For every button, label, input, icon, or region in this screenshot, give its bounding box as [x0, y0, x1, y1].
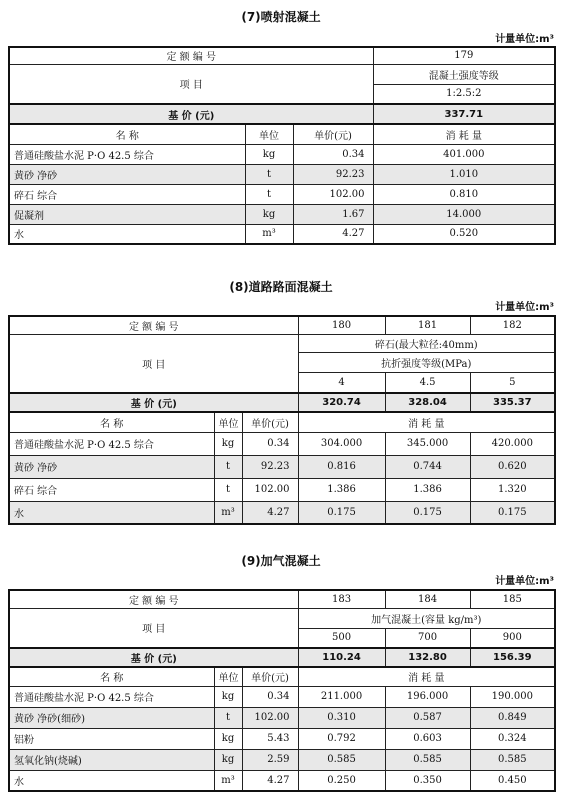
quota-code: 183: [298, 590, 385, 608]
material-consumption: 0.250: [298, 770, 385, 791]
table-row: [9, 204, 555, 224]
material-consumption: 0.175: [470, 501, 555, 524]
material-consumption: 0.603: [385, 728, 470, 749]
material-consumption: 0.520: [373, 224, 555, 244]
material-unit: kg: [245, 204, 293, 224]
material-unit: m³: [245, 224, 293, 244]
material-price: 0.34: [242, 432, 298, 455]
material-name: 促凝剂: [9, 204, 245, 224]
base-price: 335.37: [470, 393, 555, 412]
header-name: 名 称: [9, 667, 214, 686]
material-name: 氢氧化钠(烧碱): [9, 749, 214, 770]
material-consumption: 0.792: [298, 728, 385, 749]
material-consumption: 0.175: [298, 501, 385, 524]
material-unit: kg: [245, 144, 293, 164]
material-consumption: 0.744: [385, 455, 470, 478]
quota-code: 185: [470, 590, 555, 608]
spec-line-2: 抗折强度等级(MPa): [298, 352, 555, 372]
item-label: 项 目: [9, 334, 298, 393]
material-price: 2.59: [242, 749, 298, 770]
table-row: [9, 478, 555, 501]
quota-code: 182: [470, 316, 555, 334]
header-price: 单价(元): [242, 667, 298, 686]
material-consumption: 0.620: [470, 455, 555, 478]
spec-line-1: 加气混凝土(容量 kg/m³): [298, 608, 555, 628]
spec-line-1: 碎石(最大粒径:40mm): [298, 334, 555, 352]
material-price: 0.34: [293, 144, 373, 164]
material-consumption: 0.350: [385, 770, 470, 791]
quota-code: 181: [385, 316, 470, 334]
table-row: [9, 432, 555, 455]
base-price: 156.39: [470, 648, 555, 667]
grade: 700: [385, 628, 470, 648]
material-price: 0.34: [242, 686, 298, 707]
header-consumption: 消 耗 量: [373, 124, 555, 144]
material-name: 水: [9, 770, 214, 791]
header-unit: 单位: [245, 124, 293, 144]
material-unit: kg: [214, 686, 242, 707]
material-consumption: 0.585: [385, 749, 470, 770]
material-consumption: 1.010: [373, 164, 555, 184]
header-price: 单价(元): [293, 124, 373, 144]
material-consumption: 0.587: [385, 707, 470, 728]
material-price: 5.43: [242, 728, 298, 749]
quota-number-label: 定 额 编 号: [9, 47, 373, 64]
material-name: 普通硅酸盐水泥 P·O 42.5 综合: [9, 686, 214, 707]
material-consumption: 190.000: [470, 686, 555, 707]
material-consumption: 1.320: [470, 478, 555, 501]
material-unit: kg: [214, 749, 242, 770]
base-price-label: 基 价 (元): [9, 648, 298, 667]
table-row: [9, 501, 555, 524]
material-consumption: 420.000: [470, 432, 555, 455]
quota-code: 180: [298, 316, 385, 334]
material-consumption: 0.849: [470, 707, 555, 728]
base-price: 328.04: [385, 393, 470, 412]
material-consumption: 196.000: [385, 686, 470, 707]
base-price-label: 基 价 (元): [9, 104, 373, 124]
header-consumption: 消 耗 量: [298, 667, 555, 686]
table-row: [9, 144, 555, 164]
quota-table-9: [8, 589, 556, 792]
quota-table-8: [8, 315, 556, 525]
material-unit: t: [214, 455, 242, 478]
header-unit: 单位: [214, 412, 242, 432]
material-consumption: 304.000: [298, 432, 385, 455]
material-unit: m³: [214, 770, 242, 791]
quota-number-label: 定 额 编 号: [9, 316, 298, 334]
material-unit: kg: [214, 432, 242, 455]
base-price: 337.71: [373, 104, 555, 124]
header-unit: 单位: [214, 667, 242, 686]
header-name: 名 称: [9, 412, 214, 432]
material-name: 水: [9, 501, 214, 524]
material-consumption: 0.450: [470, 770, 555, 791]
material-name: 黄砂 净砂: [9, 455, 214, 478]
table-row: [9, 770, 555, 791]
table-row: [9, 686, 555, 707]
spec-line-1: 混凝土强度等级: [373, 64, 555, 84]
material-price: 4.27: [242, 770, 298, 791]
material-unit: m³: [214, 501, 242, 524]
material-consumption: 1.386: [298, 478, 385, 501]
grade: 4: [298, 372, 385, 393]
header-consumption: 消 耗 量: [298, 412, 555, 432]
base-price: 320.74: [298, 393, 385, 412]
material-price: 102.00: [293, 184, 373, 204]
section-title-9: (9)加气混凝土: [241, 554, 321, 568]
material-name: 碎石 综合: [9, 478, 214, 501]
measure-unit-9: 计量单位:m³: [495, 576, 554, 587]
table-row: [9, 455, 555, 478]
material-price: 1.67: [293, 204, 373, 224]
grade: 900: [470, 628, 555, 648]
spec-line-2: 1:2.5:2: [373, 84, 555, 104]
material-consumption: 345.000: [385, 432, 470, 455]
quota-table-7: [8, 46, 556, 245]
material-consumption: 0.585: [298, 749, 385, 770]
material-consumption: 211.000: [298, 686, 385, 707]
header-price: 单价(元): [242, 412, 298, 432]
material-price: 102.00: [242, 707, 298, 728]
base-price-label: 基 价 (元): [9, 393, 298, 412]
material-consumption: 0.175: [385, 501, 470, 524]
material-name: 水: [9, 224, 245, 244]
material-consumption: 0.816: [298, 455, 385, 478]
grade: 500: [298, 628, 385, 648]
material-name: 普通硅酸盐水泥 P·O 42.5 综合: [9, 144, 245, 164]
table-row: [9, 184, 555, 204]
table-row: [9, 164, 555, 184]
material-consumption: 0.310: [298, 707, 385, 728]
quota-code: 179: [373, 47, 555, 64]
material-consumption: 1.386: [385, 478, 470, 501]
material-name: 黄砂 净砂(细砂): [9, 707, 214, 728]
item-label: 项 目: [9, 64, 373, 104]
quota-number-label: 定 额 编 号: [9, 590, 298, 608]
header-name: 名 称: [9, 124, 245, 144]
table-row: [9, 224, 555, 244]
base-price: 110.24: [298, 648, 385, 667]
material-name: 普通硅酸盐水泥 P·O 42.5 综合: [9, 432, 214, 455]
material-name: 碎石 综合: [9, 184, 245, 204]
material-unit: t: [214, 707, 242, 728]
material-name: 铝粉: [9, 728, 214, 749]
material-price: 4.27: [242, 501, 298, 524]
material-price: 92.23: [242, 455, 298, 478]
table-row: [9, 707, 555, 728]
material-unit: t: [245, 164, 293, 184]
material-consumption: 0.810: [373, 184, 555, 204]
table-row: [9, 728, 555, 749]
material-consumption: 401.000: [373, 144, 555, 164]
grade: 4.5: [385, 372, 470, 393]
material-unit: t: [245, 184, 293, 204]
section-title-8: (8)道路路面混凝土: [229, 280, 333, 294]
measure-unit-7: 计量单位:m³: [495, 34, 554, 45]
item-label: 项 目: [9, 608, 298, 648]
material-price: 102.00: [242, 478, 298, 501]
material-consumption: 14.000: [373, 204, 555, 224]
material-unit: t: [214, 478, 242, 501]
table-row: [9, 749, 555, 770]
material-price: 4.27: [293, 224, 373, 244]
base-price: 132.80: [385, 648, 470, 667]
quota-code: 184: [385, 590, 470, 608]
material-unit: kg: [214, 728, 242, 749]
material-name: 黄砂 净砂: [9, 164, 245, 184]
grade: 5: [470, 372, 555, 393]
section-title-7: (7)喷射混凝土: [241, 10, 321, 24]
material-consumption: 0.585: [470, 749, 555, 770]
measure-unit-8: 计量单位:m³: [495, 302, 554, 313]
material-price: 92.23: [293, 164, 373, 184]
material-consumption: 0.324: [470, 728, 555, 749]
